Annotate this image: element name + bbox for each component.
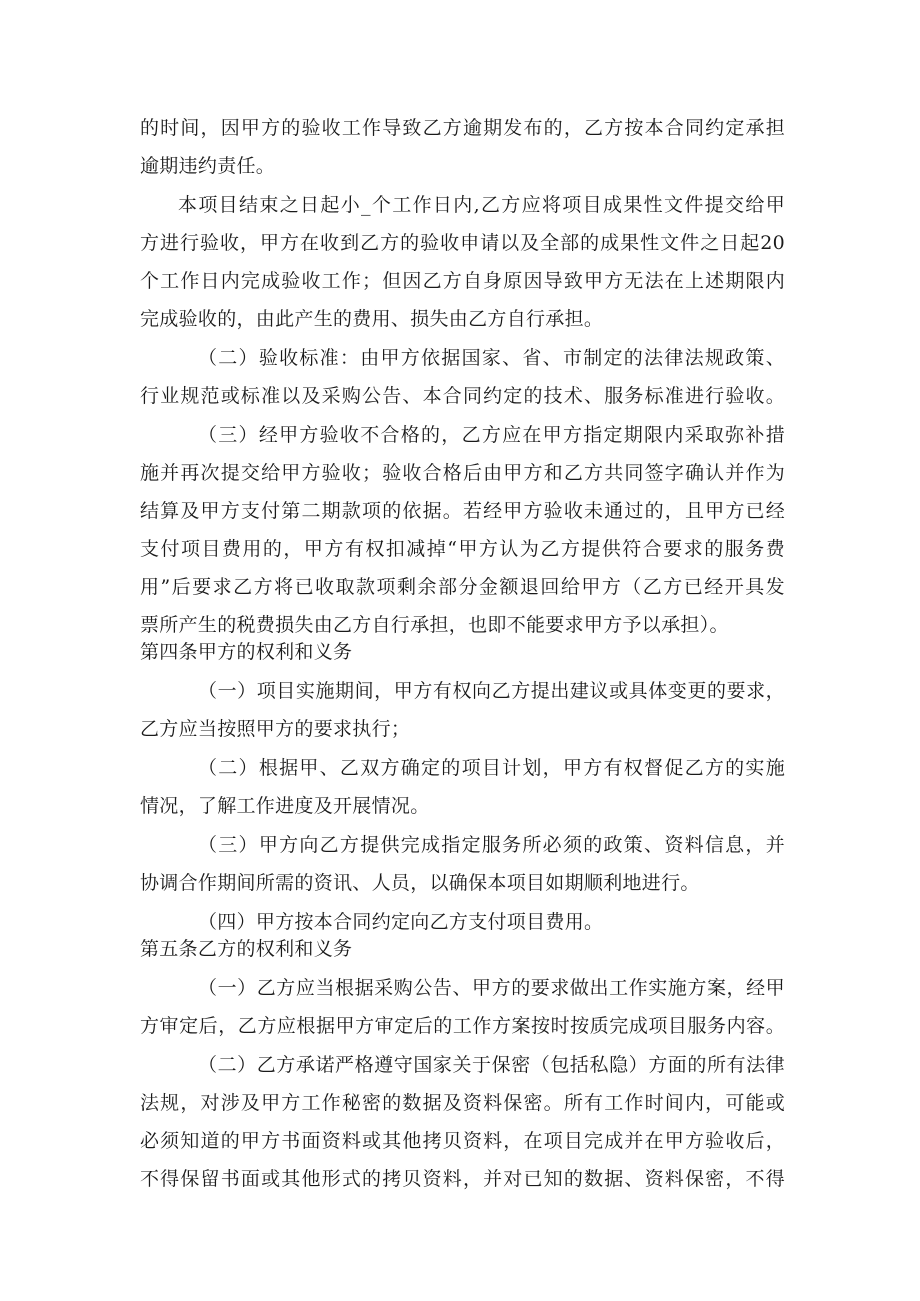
clause-line: （一）乙方应当根据采购公告、甲方的要求做出工作实施方案，经甲 [198, 977, 785, 999]
body-line: 方进行验收，甲方在收到乙方的验收申请以及全部的成果性文件之日起20 [140, 232, 785, 254]
body-line: 个工作日内完成验收工作；但因乙方自身原因导致甲方无法在上述期限内 [140, 270, 785, 292]
clause-line: （二）验收标准：由甲方依据国家、省、市制定的法律法规政策、 [198, 347, 785, 369]
body-line: 法规，对涉及甲方工作秘密的数据及资料保密。所有工作时间内，可能或 [140, 1092, 785, 1114]
body-line: 行业规范或标准以及采购公告、本合同约定的技术、服务标准进行验收。 [140, 385, 785, 407]
clause-line: （四）甲方按本合同约定向乙方支付项目费用。 [198, 911, 604, 933]
clause-line: （三）甲方向乙方提供完成指定服务所必须的政策、资料信息，并 [198, 834, 785, 856]
body-line: 支付项目费用的，甲方有权扣减掉“甲方认为乙方提供符合要求的服务费 [140, 538, 785, 560]
body-line: 票所产生的税费损失由乙方自行承担，也即不能要求甲方予以承担）。 [140, 614, 729, 636]
body-line: 施并再次提交给甲方验收；验收合格后由甲方和乙方共同签字确认并作为 [140, 462, 785, 484]
body-line: 乙方应当按照甲方的要求执行； [140, 718, 411, 740]
clause-line: （二）根据甲、乙双方确定的项目计划，甲方有权督促乙方的实施 [198, 757, 785, 779]
body-line: 的时间，因甲方的验收工作导致乙方逾期发布的，乙方按本合同约定承担 [140, 117, 785, 139]
section-heading: 第四条甲方的权利和义务 [140, 641, 353, 663]
body-line: 协调合作期间所需的资讯、人员，以确保本项目如期顺利地进行。 [140, 872, 700, 894]
body-line: 方审定后，乙方应根据甲方审定后的工作方案按时按质完成项目服务内容。 [140, 1015, 785, 1037]
body-line: 逾期违约责任。 [140, 155, 276, 177]
body-line: 情况，了解工作进度及开展情况。 [140, 795, 430, 817]
clause-line: （三）经甲方验收不合格的，乙方应在甲方指定期限内采取弥补措 [198, 424, 785, 446]
body-line: 用”后要求乙方将已收取款项剩余部分金额退回给甲方（乙方已经开具发 [140, 576, 785, 598]
section-heading: 第五条乙方的权利和义务 [140, 938, 353, 960]
body-line: 结算及甲方支付第二期款项的依据。若经甲方验收未通过的，且甲方已经 [140, 500, 785, 522]
clause-line: （二）乙方承诺严格遵守国家关于保密（包括私隐）方面的所有法律 [198, 1054, 785, 1076]
paragraph-line: 本项目结束之日起小_个工作日内,乙方应将项目成果性文件提交给甲 [178, 194, 785, 216]
body-line: 不得保留书面或其他形式的拷贝资料，并对已知的数据、资料保密，不得 [140, 1168, 785, 1190]
body-line: 完成验收的，由此产生的费用、损失由乙方自行承担。 [140, 308, 604, 330]
body-line: 必须知道的甲方书面资料或其他拷贝资料，在项目完成并在甲方验收后， [140, 1130, 785, 1152]
clause-line: （一）项目实施期间，甲方有权向乙方提出建议或具体变更的要求， [198, 680, 785, 702]
